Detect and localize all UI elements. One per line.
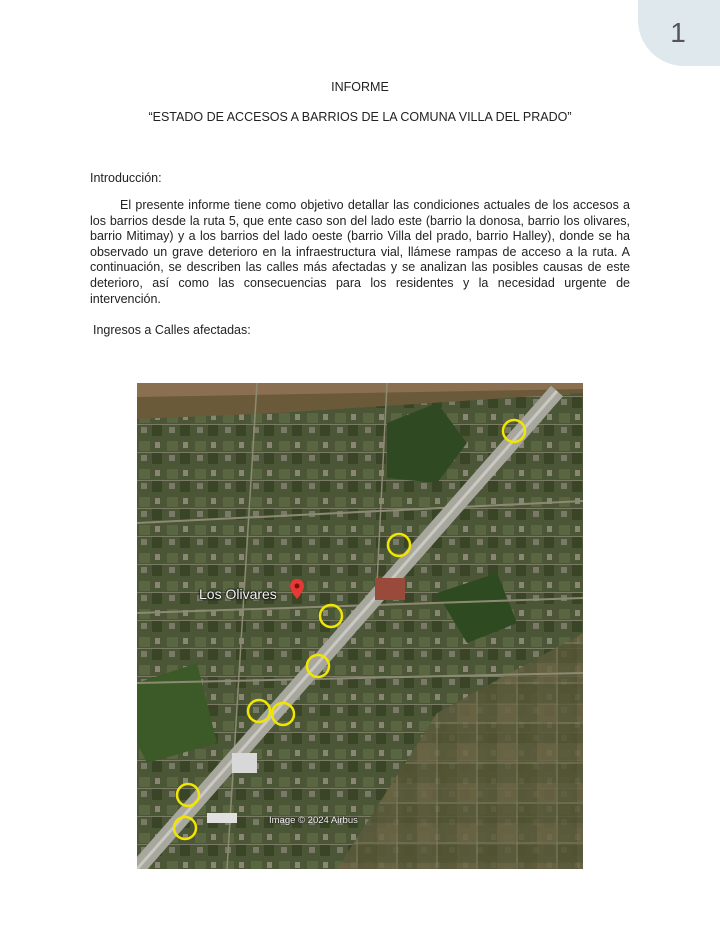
section-heading: Ingresos a Calles afectadas: xyxy=(93,323,251,337)
page-number: 1 xyxy=(670,17,686,48)
page-number-badge xyxy=(638,0,720,66)
intro-heading: Introducción: xyxy=(90,171,162,185)
map-pin-icon xyxy=(290,579,304,599)
intro-paragraph: El presente informe tiene como objetivo detallar las condiciones actuales de los accesos a los barrios desde la ruta 5, que ente caso son del lado este (barrio la donosa, barrio los olivares, barrio Mitimay) y a los barrios del lado oeste (barrio Villa del prado, barrio Halley), donde se ha observado un grave deterioro en la infraestructura vial, llámese rampas de acceso a la ruta. A continuación, se describen las calles más afectadas y se analizan las posibles causas de este deterioro, así como las consecuencias para los residentes y la necesidad urgente de intervención. xyxy=(90,198,630,306)
map-place-label: Los Olivares xyxy=(199,586,277,602)
satellite-map xyxy=(137,383,583,869)
document-title: INFORME xyxy=(331,80,389,94)
map-credit: Image © 2024 Airbus xyxy=(269,815,358,826)
satellite-imagery xyxy=(137,383,583,869)
document-subtitle: “ESTADO DE ACCESOS A BARRIOS DE LA COMUNA VILLA DEL PRADO” xyxy=(148,110,572,124)
